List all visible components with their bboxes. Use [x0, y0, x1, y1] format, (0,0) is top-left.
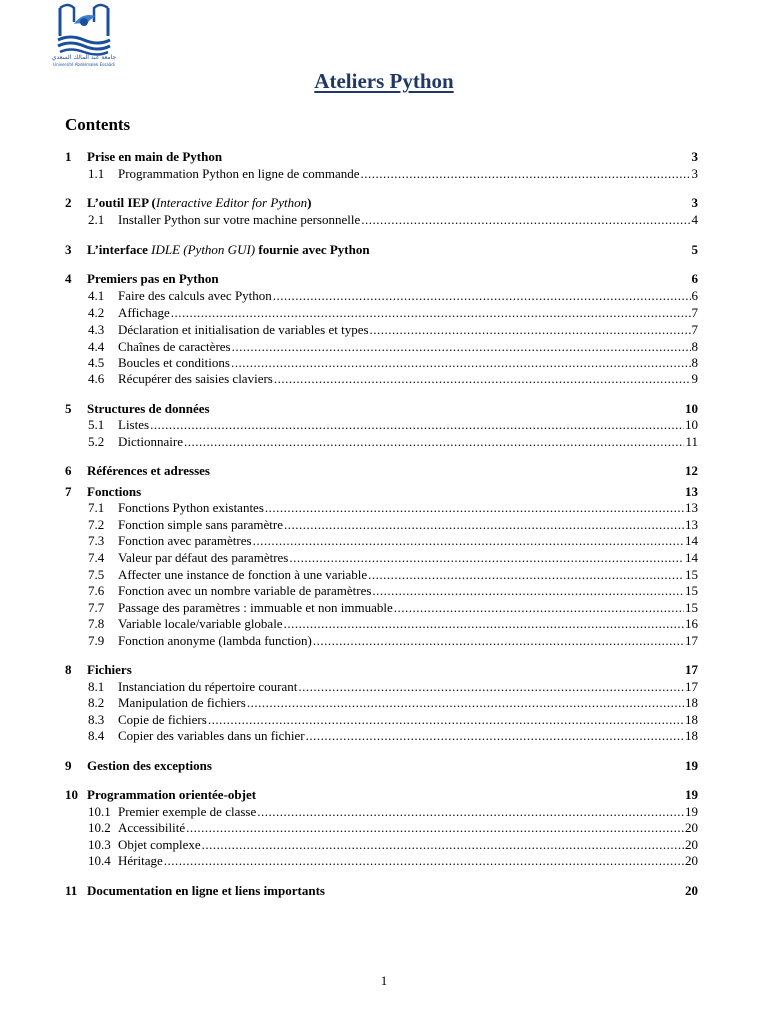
toc-subsection-entry[interactable] [0, 852, 768, 869]
toc-entry-page: 17 [685, 633, 698, 648]
toc-entry-page: 10 [685, 417, 698, 432]
toc-dot-leader [306, 727, 684, 744]
toc-dot-leader [247, 694, 684, 711]
university-logo [52, 2, 116, 74]
toc-entry-number: 7.5 [88, 567, 105, 582]
toc-entry-number: 4.2 [88, 305, 105, 320]
toc-section-entry[interactable] [0, 882, 768, 899]
toc-entry-number: 3 [65, 242, 72, 257]
toc-subsection-entry[interactable] [0, 287, 768, 304]
toc-entry-label: Valeur par défaut des paramètres [118, 550, 289, 565]
toc-entry-page: 11 [685, 434, 698, 449]
logo-latin-text: Université Abdelmalek Essaâdi [53, 62, 115, 67]
toc-entry-page: 14 [685, 533, 698, 548]
toc-entry-body [87, 882, 698, 899]
toc-entry-number: 7 [65, 484, 72, 499]
toc-subsection-entry[interactable] [0, 433, 768, 450]
toc-entry-page: 18 [685, 728, 698, 743]
toc-section-entry[interactable] [0, 757, 768, 774]
toc-dot-leader [231, 354, 691, 371]
toc-entry-label: Instanciation du répertoire courant [118, 679, 298, 694]
toc-entry-label: Accessibilité [118, 820, 186, 835]
toc-subsection-entry[interactable] [0, 599, 768, 616]
toc-entry-label: Programmation orientée-objet [87, 787, 257, 802]
toc-dot-leader [361, 211, 690, 228]
toc-entry-page: 9 [691, 371, 698, 386]
toc-entry-label: Boucles et conditions [118, 355, 230, 370]
toc-entry-body [118, 321, 698, 338]
toc-entry-label: Passage des paramètres : immuable et non immuable [118, 600, 393, 615]
toc-entry-number: 7.4 [88, 550, 105, 565]
toc-entry-body [118, 549, 698, 566]
toc-dot-leader [372, 582, 684, 599]
toc-entry-body [87, 194, 698, 211]
toc-entry-number: 7.3 [88, 533, 105, 548]
toc-entry-label: Installer Python sur votre machine personnelle [118, 212, 361, 227]
toc-entry-number: 10 [65, 787, 78, 802]
toc-entry-label: Chaînes de caractères [118, 339, 231, 354]
toc-entry-page: 6 [691, 288, 698, 303]
toc-entry-label: Fonction avec paramètres [118, 533, 252, 548]
toc-entry-page: 20 [685, 820, 698, 835]
toc-entry-label: Références et adresses [87, 463, 210, 478]
toc-subsection-entry[interactable] [0, 532, 768, 549]
toc-entry-page: 19 [685, 758, 698, 773]
toc-entry-number: 6 [65, 463, 72, 478]
toc-entry-number: 7.2 [88, 517, 105, 532]
toc-entry-number: 4.5 [88, 355, 105, 370]
toc-entry-label: Copier des variables dans un fichier [118, 728, 305, 743]
toc-entry-body [118, 433, 698, 450]
toc-subsection-entry[interactable] [0, 615, 768, 632]
toc-entry-page: 13 [685, 500, 698, 515]
toc-entry-body [118, 354, 698, 371]
toc-entry-body [87, 483, 698, 500]
toc-subsection-entry[interactable] [0, 321, 768, 338]
toc-entry-label: L’interface IDLE (Python GUI) fournie avec Python [87, 242, 370, 257]
toc-section-entry[interactable] [0, 148, 768, 165]
toc-entry-body [118, 727, 698, 744]
toc-entry-page: 13 [685, 484, 698, 499]
toc-dot-leader [370, 321, 691, 338]
toc-entry-label: Gestion des exceptions [87, 758, 212, 773]
toc-entry-page: 18 [685, 695, 698, 710]
toc-entry-number: 8.3 [88, 712, 105, 727]
toc-entry-body [118, 836, 698, 853]
toc-entry-number: 11 [65, 883, 78, 898]
toc-entry-page: 6 [691, 271, 698, 286]
toc-entry-page: 20 [685, 883, 698, 898]
toc-section-entry[interactable] [0, 241, 768, 258]
toc-entry-body [87, 400, 698, 417]
toc-dot-leader [274, 370, 691, 387]
toc-entry-label: Structures de données [87, 401, 210, 416]
toc-subsection-entry[interactable] [0, 803, 768, 820]
toc-entry-page: 15 [685, 567, 698, 582]
toc-entry-body [118, 338, 698, 355]
toc-entry-body [118, 694, 698, 711]
toc-entry-label: Affecter une instance de fonction à une variable [118, 567, 368, 582]
toc-entry-label: Héritage [118, 853, 163, 868]
toc-entry-number: 4 [65, 271, 72, 286]
toc-entry-label: Fonctions Python existantes [118, 500, 264, 515]
toc-entry-page: 5 [691, 242, 698, 257]
page-number: 1 [380, 973, 388, 988]
toc-entry-number: 2 [65, 195, 72, 210]
toc-entry-number: 7.7 [88, 600, 105, 615]
toc-entry-body [87, 241, 698, 258]
toc-section-entry[interactable] [0, 194, 768, 211]
toc-subsection-entry[interactable] [0, 370, 768, 387]
toc-entry-label: Déclaration et initialisation de variables et types [118, 322, 369, 337]
toc-entry-page: 10 [685, 401, 698, 416]
toc-entry-label: Objet complexe [118, 837, 201, 852]
toc-entry-body [118, 852, 698, 869]
toc-entry-number: 7.8 [88, 616, 105, 631]
toc-entry-number: 7.9 [88, 633, 105, 648]
toc-entry-number: 5.1 [88, 417, 105, 432]
toc-entry-page: 17 [685, 662, 698, 677]
toc-entry-page: 15 [685, 583, 698, 598]
toc-entry-page: 18 [685, 712, 698, 727]
toc-section-entry[interactable] [0, 400, 768, 417]
toc-dot-leader [184, 433, 684, 450]
toc-entry-page: 19 [685, 787, 698, 802]
toc-dot-leader [298, 678, 684, 695]
toc-entry-body [118, 499, 698, 516]
toc-subsection-entry[interactable] [0, 211, 768, 228]
document-title: Ateliers Python [314, 69, 454, 93]
toc-entry-body [118, 711, 698, 728]
toc-section-entry[interactable] [0, 270, 768, 287]
toc-section-entry[interactable] [0, 661, 768, 678]
toc-entry-label: Récupérer des saisies claviers [118, 371, 273, 386]
toc-dot-leader [265, 499, 684, 516]
toc-entry-body [118, 599, 698, 616]
toc-entry-body [118, 566, 698, 583]
toc-entry-body [118, 370, 698, 387]
toc-entry-body [118, 287, 698, 304]
toc-entry-label: Listes [118, 417, 150, 432]
toc-entry-label: L’outil IEP (Interactive Editor for Python) [87, 195, 312, 210]
toc-dot-leader [232, 338, 691, 355]
toc-entry-label: Fichiers [87, 662, 132, 677]
toc-entry-body [118, 211, 698, 228]
toc-entry-label: Fonction anonyme (lambda function) [118, 633, 312, 648]
toc-entry-label: Premier exemple de classe [118, 804, 257, 819]
toc-dot-leader [253, 532, 684, 549]
toc-dot-leader [394, 599, 684, 616]
toc-entry-number: 8.4 [88, 728, 105, 743]
toc-entry-page: 7 [691, 305, 698, 320]
toc-subsection-entry[interactable] [0, 338, 768, 355]
toc-entry-page: 13 [685, 517, 698, 532]
toc-dot-leader [273, 287, 691, 304]
toc-subsection-entry[interactable] [0, 499, 768, 516]
toc-entry-page: 15 [685, 600, 698, 615]
toc-subsection-entry[interactable] [0, 354, 768, 371]
toc-subsection-entry[interactable] [0, 694, 768, 711]
toc-entry-number: 10.2 [88, 820, 111, 835]
toc-entry-page: 7 [691, 322, 698, 337]
toc-subsection-entry[interactable] [0, 727, 768, 744]
toc-entry-number: 9 [65, 758, 72, 773]
toc-entry-page: 3 [691, 195, 698, 210]
toc-entry-label: Manipulation de fichiers [118, 695, 246, 710]
toc-dot-leader [208, 711, 684, 728]
toc-entry-label: Affichage [118, 305, 170, 320]
toc-entry-body [118, 416, 698, 433]
toc-subsection-entry[interactable] [0, 711, 768, 728]
toc-dot-leader [257, 803, 684, 820]
toc-entry-label: Fonction simple sans paramètre [118, 517, 283, 532]
contents-heading: Contents [65, 115, 131, 134]
logo-arabic-text: جامعة عبد المالك السعدي [51, 54, 117, 61]
toc-entry-page: 19 [685, 804, 698, 819]
toc-entry-body [118, 516, 698, 533]
toc-entry-number: 7.6 [88, 583, 105, 598]
toc-entry-page: 20 [685, 853, 698, 868]
toc-entry-number: 4.4 [88, 339, 105, 354]
toc-entry-body [87, 462, 698, 479]
toc-section-entry[interactable] [0, 462, 768, 479]
toc-entry-number: 10.3 [88, 837, 111, 852]
toc-entry-number: 7.1 [88, 500, 105, 515]
toc-dot-leader [361, 165, 691, 182]
toc-entry-page: 16 [685, 616, 698, 631]
toc-entry-number: 1 [65, 149, 72, 164]
toc-entry-body [118, 532, 698, 549]
toc-dot-leader [164, 852, 684, 869]
toc-entry-label: Faire des calculs avec Python [118, 288, 272, 303]
toc-entry-label: Programmation Python en ligne de commande [118, 166, 360, 181]
toc-entry-number: 8 [65, 662, 72, 677]
toc-entry-number: 10.1 [88, 804, 111, 819]
toc-entry-body [87, 786, 698, 803]
toc-entry-body [118, 582, 698, 599]
toc-entry-label: Premiers pas en Python [87, 271, 219, 286]
toc-subsection-entry[interactable] [0, 549, 768, 566]
toc-subsection-entry[interactable] [0, 582, 768, 599]
toc-entry-number: 10.4 [88, 853, 111, 868]
toc-entry-body [118, 615, 698, 632]
toc-dot-leader [313, 632, 684, 649]
toc-subsection-entry[interactable] [0, 632, 768, 649]
toc-entry-body [118, 678, 698, 695]
toc-entry-number: 4.3 [88, 322, 105, 337]
toc-entry-page: 3 [691, 149, 698, 164]
toc-section-entry[interactable] [0, 786, 768, 803]
toc-entry-label: Prise en main de Python [87, 149, 223, 164]
toc-subsection-entry[interactable] [0, 836, 768, 853]
toc-entry-number: 5 [65, 401, 72, 416]
toc-entry-page: 4 [691, 212, 698, 227]
toc-dot-leader [171, 304, 691, 321]
toc-entry-label: Documentation en ligne et liens importants [87, 883, 325, 898]
toc-entry-body [118, 165, 698, 182]
toc-entry-body [87, 661, 698, 678]
toc-entry-number: 1.1 [88, 166, 105, 181]
toc-entry-page: 8 [691, 355, 698, 370]
toc-entry-body [118, 304, 698, 321]
toc-entry-page: 17 [685, 679, 698, 694]
toc-entry-label: Copie de fichiers [118, 712, 207, 727]
toc-dot-leader [284, 615, 684, 632]
toc-subsection-entry[interactable] [0, 304, 768, 321]
toc-section-entry[interactable] [0, 483, 768, 500]
toc-entry-label: Fonction avec un nombre variable de paramètres [118, 583, 372, 598]
toc-entry-number: 4.6 [88, 371, 105, 386]
toc-dot-leader [368, 566, 684, 583]
toc-entry-body [87, 757, 698, 774]
toc-dot-leader [289, 549, 684, 566]
toc-dot-leader [186, 819, 684, 836]
toc-dot-leader [150, 416, 684, 433]
toc-entry-number: 2.1 [88, 212, 105, 227]
toc-entry-number: 5.2 [88, 434, 105, 449]
toc-entry-page: 20 [685, 837, 698, 852]
toc-entry-page: 14 [685, 550, 698, 565]
toc-entry-number: 8.2 [88, 695, 105, 710]
toc-entry-label: Dictionnaire [118, 434, 183, 449]
toc-entry-body [118, 819, 698, 836]
toc-dot-leader [284, 516, 684, 533]
toc-entry-label: Fonctions [87, 484, 142, 499]
toc-entry-page: 12 [685, 463, 698, 478]
toc-entry-page: 3 [691, 166, 698, 181]
toc-subsection-entry[interactable] [0, 165, 768, 182]
toc-entry-body [87, 270, 698, 287]
toc-subsection-entry[interactable] [0, 819, 768, 836]
toc-entry-number: 4.1 [88, 288, 105, 303]
toc-entry-body [118, 632, 698, 649]
toc-entry-number: 8.1 [88, 679, 105, 694]
toc-subsection-entry[interactable] [0, 566, 768, 583]
toc-entry-page: 8 [691, 339, 698, 354]
toc-entry-body [118, 803, 698, 820]
toc-entry-label: Variable locale/variable globale [118, 616, 283, 631]
toc-subsection-entry[interactable] [0, 416, 768, 433]
toc-subsection-entry[interactable] [0, 678, 768, 695]
toc-subsection-entry[interactable] [0, 516, 768, 533]
toc-entry-body [87, 148, 698, 165]
toc-dot-leader [202, 836, 684, 853]
